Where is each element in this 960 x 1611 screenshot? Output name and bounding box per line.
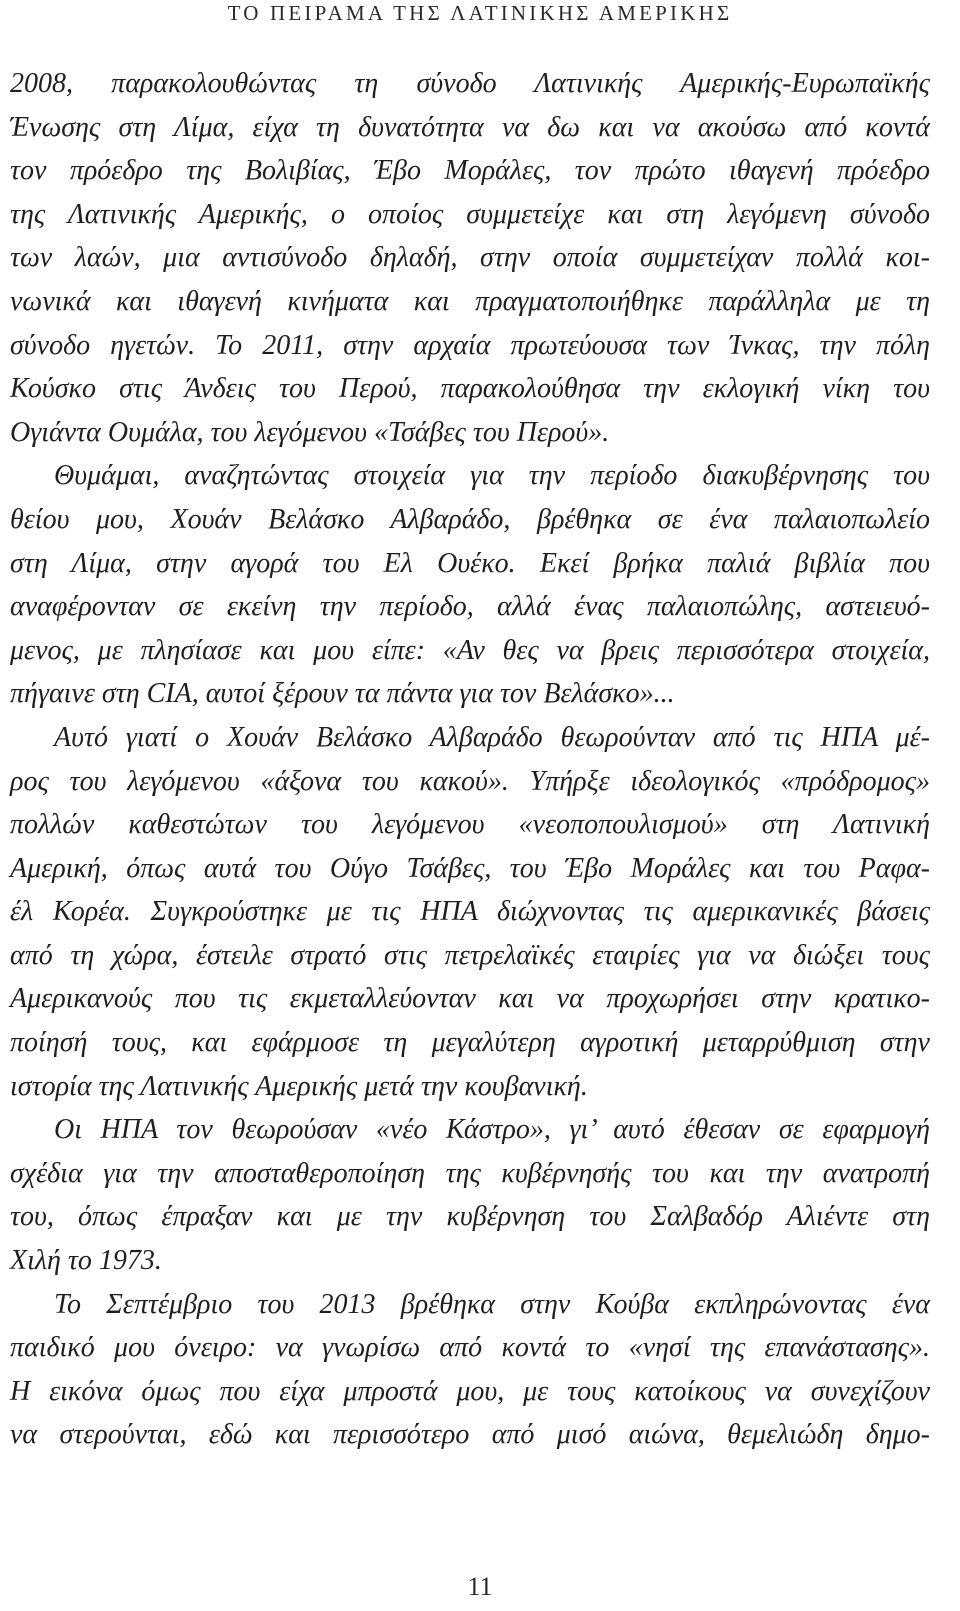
text-line: να στερούνται, εδώ και περισσότερο από μισό αιώνα, θεμελιώδη δημο- — [10, 1419, 930, 1451]
text-line: πήγαινε στη CIA, αυτοί ξέρουν τα πάντα για τον Βελάσκο»... — [10, 678, 675, 710]
text-line: του, όπως έπραξαν και με την κυβέρνηση του Σαλβαδόρ Αλιέντε στη — [10, 1201, 930, 1233]
text-line: έλ Κορέα. Συγκρούστηκε με τις ΗΠΑ διώχνοντας τις αμερικανικές βάσεις — [10, 896, 930, 928]
text-line: Ογιάντα Ουμάλα, του λεγόμενου «Τσάβες του Περού». — [10, 416, 610, 448]
text-line: αναφέρονταν σε εκείνη την περίοδο, αλλά ένας παλαιοπώλης, αστειευό- — [10, 591, 930, 623]
text-line: Η εικόνα όμως που είχα μπροστά μου, με τους κατοίκους να συνεχίζουν — [10, 1375, 930, 1407]
text-line: Ένωσης στη Λίμα, είχα τη δυνατότητα να δω και να ακούσω από κοντά — [10, 111, 930, 143]
page-number: 11 — [467, 1572, 493, 1601]
text-line: Θυμάμαι, αναζητώντας στοιχεία για την περίοδο διακυβέρνησης του — [54, 460, 930, 492]
text-line: Αμερικανούς που τις εκμεταλλεύονταν και να προχωρήσει στην κρατικο- — [10, 983, 930, 1015]
text-line: Χιλή το 1973. — [10, 1245, 162, 1277]
text-line: πολλών καθεστώτων του λεγόμενου «νεοποπουλισμού» στη Λατινική — [10, 809, 930, 841]
text-line: τον πρόεδρο της Βολιβίας, Έβο Μοράλες, τον πρώτο ιθαγενή πρόεδρο — [10, 155, 930, 187]
text-line: από τη χώρα, έστειλε στρατό στις πετρελαϊκές εταιρίες για να διώξει τους — [10, 939, 930, 971]
text-line: Το Σεπτέμβριο του 2013 βρέθηκα στην Κούβα εκπληρώνοντας ένα — [54, 1288, 930, 1320]
text-line: της Λατινικής Αμερικής, ο οποίος συμμετείχε και στη λεγόμενη σύνοδο — [10, 198, 930, 230]
text-line: νωνικά και ιθαγενή κινήματα και πραγματοποιήθηκε παράλληλα με τη — [10, 285, 930, 317]
text-line: 2008, παρακολουθώντας τη σύνοδο Λατινικής Αμερικής-Ευρωπαϊκής — [10, 68, 930, 99]
text-line: Αυτό γιατί ο Χουάν Βελάσκο Αλβαράδο θεωρούνταν από τις ΗΠΑ μέ- — [54, 721, 930, 753]
text-line: των λαών, μια αντισύνοδο δηλαδή, στην οποία συμμετείχαν πολλά κοι- — [10, 242, 930, 274]
running-head: ΤΟ ΠΕΙΡΑΜΑ ΤΗΣ ΛΑΤΙΝΙΚΗΣ ΑΜΕΡΙΚΗΣ — [227, 1, 733, 25]
text-line: θείου μου, Χουάν Βελάσκο Αλβαράδο, βρέθηκα σε ένα παλαιοπωλείο — [10, 503, 930, 535]
text-line: ιστορία της Λατινικής Αμερικής μετά την κουβανική. — [10, 1070, 588, 1102]
text-line: Αμερική, όπως αυτά του Ούγο Τσάβες, του Έβο Μοράλες και του Ραφα- — [10, 852, 930, 884]
body-text — [10, 62, 930, 1457]
text-line: μενος, με πλησίασε και μου είπε: «Αν θες να βρεις περισσότερα στοιχεία, — [10, 634, 930, 666]
text-line: ποίησή τους, και εφάρμοσε τη μεγαλύτερη αγροτική μεταρρύθμιση στην — [10, 1027, 930, 1059]
text-line: στη Λίμα, στην αγορά του Ελ Ουέκο. Εκεί βρήκα παλιά βιβλία που — [10, 547, 930, 579]
text-line: παιδικό μου όνειρο: να γνωρίσω από κοντά το «νησί της επανάστασης». — [10, 1332, 930, 1364]
text-line: Κούσκο στις Άνδεις του Περού, παρακολούθησα την εκλογική νίκη του — [10, 373, 930, 405]
text-line: ρος του λεγόμενου «άξονα του κακού». Υπήρξε ιδεολογικός «πρόδρομος» — [10, 765, 930, 797]
text-line: Οι ΗΠΑ τον θεωρούσαν «νέο Κάστρο», γι’ αυτό έθεσαν σε εφαρμογή — [54, 1114, 930, 1146]
text-line: σύνοδο ηγετών. Το 2011, στην αρχαία πρωτεύουσα των Ίνκας, την πόλη — [10, 329, 930, 361]
text-line: σχέδια για την αποσταθεροποίηση της κυβέρνησής του και την ανατροπή — [10, 1157, 930, 1189]
